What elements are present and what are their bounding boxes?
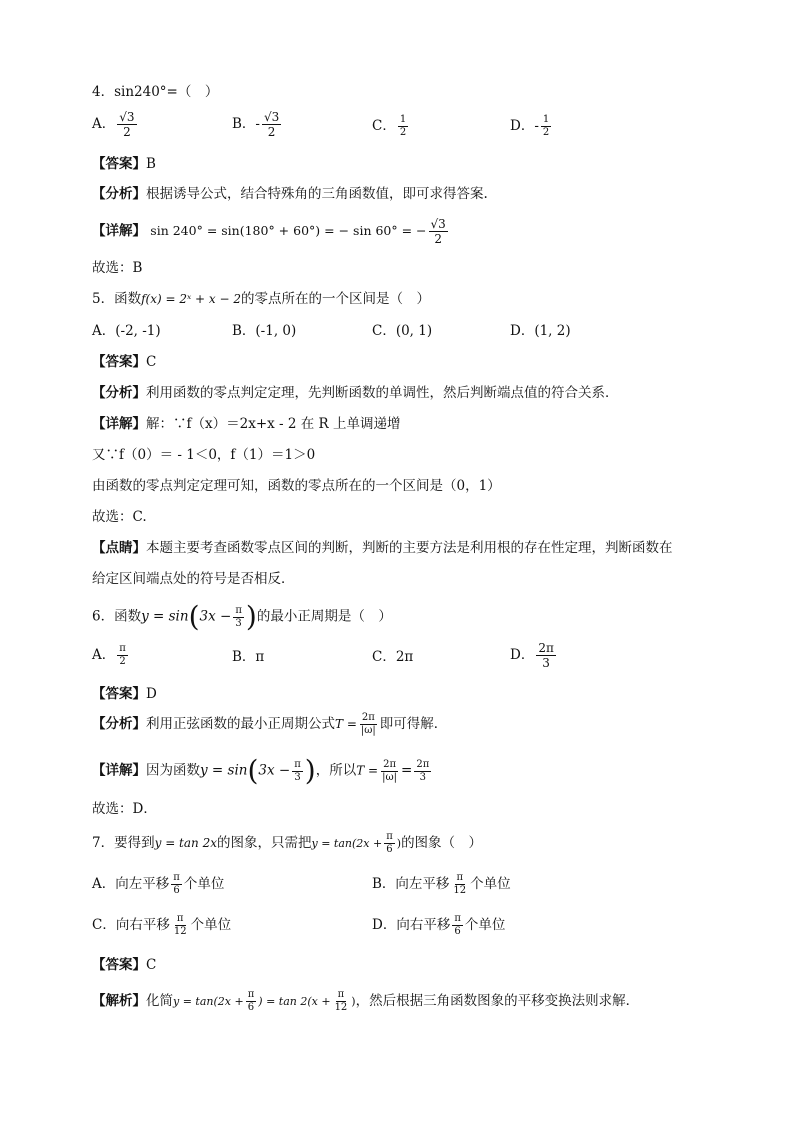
q4-option-a xyxy=(92,111,139,138)
fraction: $\frac{√3}{2}$ xyxy=(430,217,446,246)
q4-stem: 4．sin240°=（ ） xyxy=(92,84,219,100)
q6-choose: 故选：D． xyxy=(92,801,157,817)
q4-answer: 【答案】B xyxy=(92,156,156,172)
q5-option-c: C．(0, 1) xyxy=(372,323,433,339)
q5-stem: 5．函数f(x) = 2ˣ + x − 2的零点所在的一个区间是（ ） xyxy=(92,291,431,307)
q4-detail: 【详解】 sin 240° = sin(180° + 60°) = − sin 60° = − $\frac{√3}{2}$ xyxy=(92,217,446,246)
q6-detail: 【详解】因为函数y = sin(3x − $\frac{\pi}{3}$ )，所以T = $\frac{2\pi}{|\omega|}$ = $\frac{2\pi}{3}$ xyxy=(92,754,430,787)
q7-option-a: A．向左平移 $\frac{\pi}{6}$ 个单位 xyxy=(92,872,225,896)
q5-analysis: 【分析】利用函数的零点判定定理，先判断函数的单调性，然后判断端点值的符合关系． xyxy=(92,385,619,401)
option-label: B．- xyxy=(232,116,260,132)
q7-option-c: C．向右平移 $\frac{\pi}{12}$ 个单位 xyxy=(92,913,232,937)
q7-option-b: B．向左平移 $\frac{\pi}{12}$ 个单位 xyxy=(372,872,511,896)
option-label: A． xyxy=(92,116,116,132)
fraction: $\frac{\pi}{2}$ xyxy=(119,643,126,667)
q4-option-b xyxy=(232,111,283,138)
q6-option-c: C．2π xyxy=(372,649,414,665)
q5-detail: 【详解】解：∵f（x）＝2x+x - 2 在 R 上单调递增 xyxy=(92,416,401,432)
q6-stem: 6．函数y = sin(3x − $\frac{\pi}{3}$ )的最小正周期是（ ） xyxy=(92,600,392,633)
q4-option-d xyxy=(510,115,553,138)
q7-option-d: D．向右平移 $\frac{\pi}{6}$ 个单位 xyxy=(372,913,506,937)
fraction: $\frac{\pi}{3}$ xyxy=(294,758,301,783)
fraction: $\frac{1}{2}$ xyxy=(399,114,407,138)
fraction: $\frac{\pi}{12}$ xyxy=(334,989,348,1013)
fraction: $\frac{√3}{2}$ xyxy=(119,110,135,139)
q5-line3: 由函数的零点判定定理可知，函数的零点所在的一个区间是（0，1） xyxy=(92,478,501,494)
q6-answer: 【答案】D xyxy=(92,686,157,702)
fraction: $\frac{\pi}{12}$ xyxy=(173,913,187,937)
q5-choose: 故选：C. xyxy=(92,509,147,525)
q5-line2: 又∵f（0）＝ - 1＜0，f（1）＝1＞0 xyxy=(92,447,316,463)
q7-stem: 7．要得到y = tan 2x的图象，只需把y = tan(2x + $\frac{\pi}{6}$ )的图象（ ） xyxy=(92,831,483,855)
q6-option-a: A． $\frac{\pi}{2}$ xyxy=(92,643,126,667)
fraction: $\frac{√3}{2}$ xyxy=(263,110,280,139)
q7-analysis: 【解析】化简y = tan(2x + $\frac{\pi}{6}$ ) = tan 2(x + $\frac{\pi}{12}$ )，然后根据三角函数图象的平移变换法则求解． xyxy=(92,989,640,1013)
fraction: $\frac{2\pi}{3}$ xyxy=(416,758,430,783)
q5-option-d: D．(1, 2) xyxy=(510,323,571,339)
q6-option-b: B．π xyxy=(232,649,265,665)
q5-option-a: A．(-2, -1) xyxy=(92,323,161,339)
fraction: $\frac{\pi}{6}$ xyxy=(247,989,255,1013)
q5-note-line2: 给定区间端点处的符号是否相反． xyxy=(92,571,295,587)
fraction: $\frac{\pi}{6}$ xyxy=(454,913,461,937)
q4-analysis: 【分析】根据诱导公式，结合特殊角的三角函数值，即可求得答案. xyxy=(92,186,488,202)
q5-option-b: B．(-1, 0) xyxy=(232,323,297,339)
fraction: $\frac{\pi}{6}$ xyxy=(173,872,180,896)
fraction: $\frac{\pi}{6}$ xyxy=(386,831,393,855)
fraction: $\frac{2\pi}{3}$ xyxy=(538,641,554,670)
fraction: $\frac{\pi}{3}$ xyxy=(235,604,242,629)
option-label: D．- xyxy=(510,118,539,134)
fraction: $\frac{2\pi}{|\omega|}$ xyxy=(382,758,398,783)
q7-answer: 【答案】C xyxy=(92,957,157,973)
q4-option-c xyxy=(372,115,410,138)
q4-choose: 故选：B xyxy=(92,260,143,276)
fraction: $\frac{2\pi}{|\omega|}$ xyxy=(360,712,376,736)
fraction: $\frac{\pi}{12}$ xyxy=(453,872,467,896)
option-label: C． xyxy=(372,118,396,134)
q6-option-d: D． $\frac{2\pi}{3}$ xyxy=(510,641,554,670)
q5-answer: 【答案】C xyxy=(92,354,157,370)
fraction: $\frac{1}{2}$ xyxy=(542,114,550,138)
q5-note: 【点睛】本题主要考查函数零点区间的判断，判断的主要方法是利用根的存在性定理，判断函数在 xyxy=(92,540,673,556)
q6-analysis: 【分析】利用正弦函数的最小正周期公式T = $\frac{2\pi}{|\omega|}$ 即可得解． xyxy=(92,712,448,736)
